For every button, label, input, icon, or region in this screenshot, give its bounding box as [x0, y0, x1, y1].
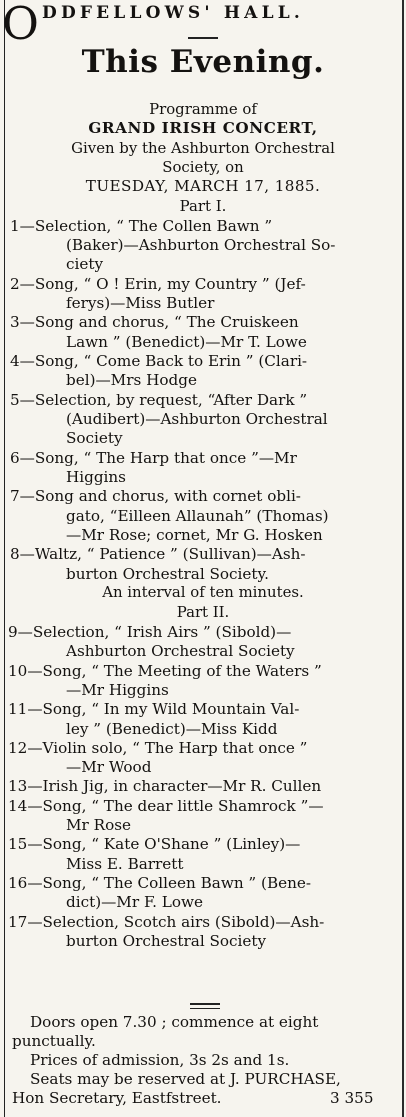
programme-item-title: 16—Song, “ The Colleen Bawn ” (Bene- [8, 873, 311, 892]
programme-item-title: 6—Song, “ The Harp that once ”—Mr [10, 448, 297, 467]
programme-item-cont: burton Orchestral Society [66, 931, 267, 950]
venue-name: DDFELLOWS' HALL. [42, 3, 304, 23]
ad-reference: 3 355 [330, 1089, 374, 1107]
intro-date: TUESDAY, MARCH 17, 1885. [85, 177, 321, 195]
programme-item-title: 1—Selection, “ The Collen Bawn ” [10, 216, 273, 235]
heading-rule [188, 37, 218, 39]
programme-item-title: 8—Waltz, “ Patience ” (Sullivan)—Ash- [10, 545, 306, 564]
programme-item-cont: Ashburton Orchestral Society [66, 642, 295, 661]
intro-given-by: Given by the Ashburton Orchestral [71, 139, 335, 157]
doors-notice: Doors open 7.30 ; commence at eight [30, 1013, 319, 1031]
programme-item-title: 3—Song and chorus, “ The Cruiskeen [10, 313, 299, 332]
intro-programme: Programme of [149, 100, 257, 118]
programme-item-title: 7—Song and chorus, with cornet obli- [10, 487, 301, 506]
programme-item-cont: ciety [66, 255, 104, 274]
programme-item-cont: gato, “Eilleen Allaunah” (Thomas) [66, 506, 329, 525]
programme-item-title: 4—Song, “ Come Back to Erin ” (Clari- [10, 351, 308, 370]
programme-item-title: 9—Selection, “ Irish Airs ” (Sibold)— [8, 623, 292, 641]
interval-notice: An interval of ten minutes. [102, 583, 304, 601]
programme-item-title: 17—Selection, Scotch airs (Sibold)—Ash- [8, 912, 325, 931]
programme-item-cont: —Mr Wood [66, 758, 152, 777]
programme-item-cont: bel)—Mrs Hodge [66, 371, 197, 390]
footer-rule-1 [190, 1003, 220, 1005]
part-two-heading: Part II. [176, 603, 230, 621]
page-title: This Evening. [81, 44, 325, 80]
programme-item-cont: (Baker)—Ashburton Orchestral So- [66, 235, 336, 254]
intro-concert: GRAND IRISH CONCERT, [88, 119, 318, 137]
programme-item-title: 11—Song, “ In my Wild Mountain Val- [8, 700, 300, 719]
programme-item-cont: (Audibert)—Ashburton Orchestral [66, 410, 328, 428]
venue-heading [0, 0, 406, 50]
programme-item-title: 2—Song, “ O ! Erin, my Country ” (Jef- [10, 274, 306, 293]
intro-society: Society, on [162, 158, 244, 176]
programme-item-cont: Lawn ” (Benedict)—Mr T. Lowe [66, 332, 307, 351]
programme-item-title: 13—Irish Jig, in character—Mr R. Cullen [8, 777, 322, 796]
programme-item-cont: Society [66, 429, 123, 448]
programme-item-cont: Higgins [66, 468, 126, 487]
doors-notice-cont: punctually. [12, 1032, 96, 1050]
programme-item-cont: dict)—Mr F. Lowe [66, 893, 203, 912]
programme-item-title: 14—Song, “ The dear little Shamrock ”— [8, 796, 324, 815]
footer-rule-2 [190, 1008, 220, 1009]
venue-initial: O [2, 0, 39, 50]
admission-prices: Prices of admission, 3s 2s and 1s. [30, 1051, 290, 1069]
programme-item-cont: Miss E. Barrett [66, 854, 184, 873]
secretary-address: Hon Secretary, Eastfstreet. [12, 1089, 222, 1107]
programme-item-cont: Mr Rose [66, 816, 131, 834]
programme-item-title: 12—Violin solo, “ The Harp that once ” [8, 738, 308, 757]
part-one-heading: Part I. [179, 197, 227, 215]
programme-item-title: 5—Selection, by request, “After Dark ” [10, 390, 308, 409]
programme-item-cont: —Mr Rose; cornet, Mr G. Hosken [66, 526, 323, 545]
programme-item-title: 15—Song, “ Kate O'Shane ” (Linley)— [8, 835, 301, 854]
programme-item-cont: ley ” (Benedict)—Miss Kidd [66, 719, 278, 738]
programme-item-title: 10—Song, “ The Meeting of the Waters ” [8, 661, 322, 680]
programme-item-cont: ferys)—Miss Butler [66, 293, 215, 312]
programme-item-cont: —Mr Higgins [66, 680, 169, 699]
seat-reservation: Seats may be reserved at J. PURCHASE, [30, 1070, 341, 1088]
programme-item-cont: burton Orchestral Society. [66, 564, 269, 583]
